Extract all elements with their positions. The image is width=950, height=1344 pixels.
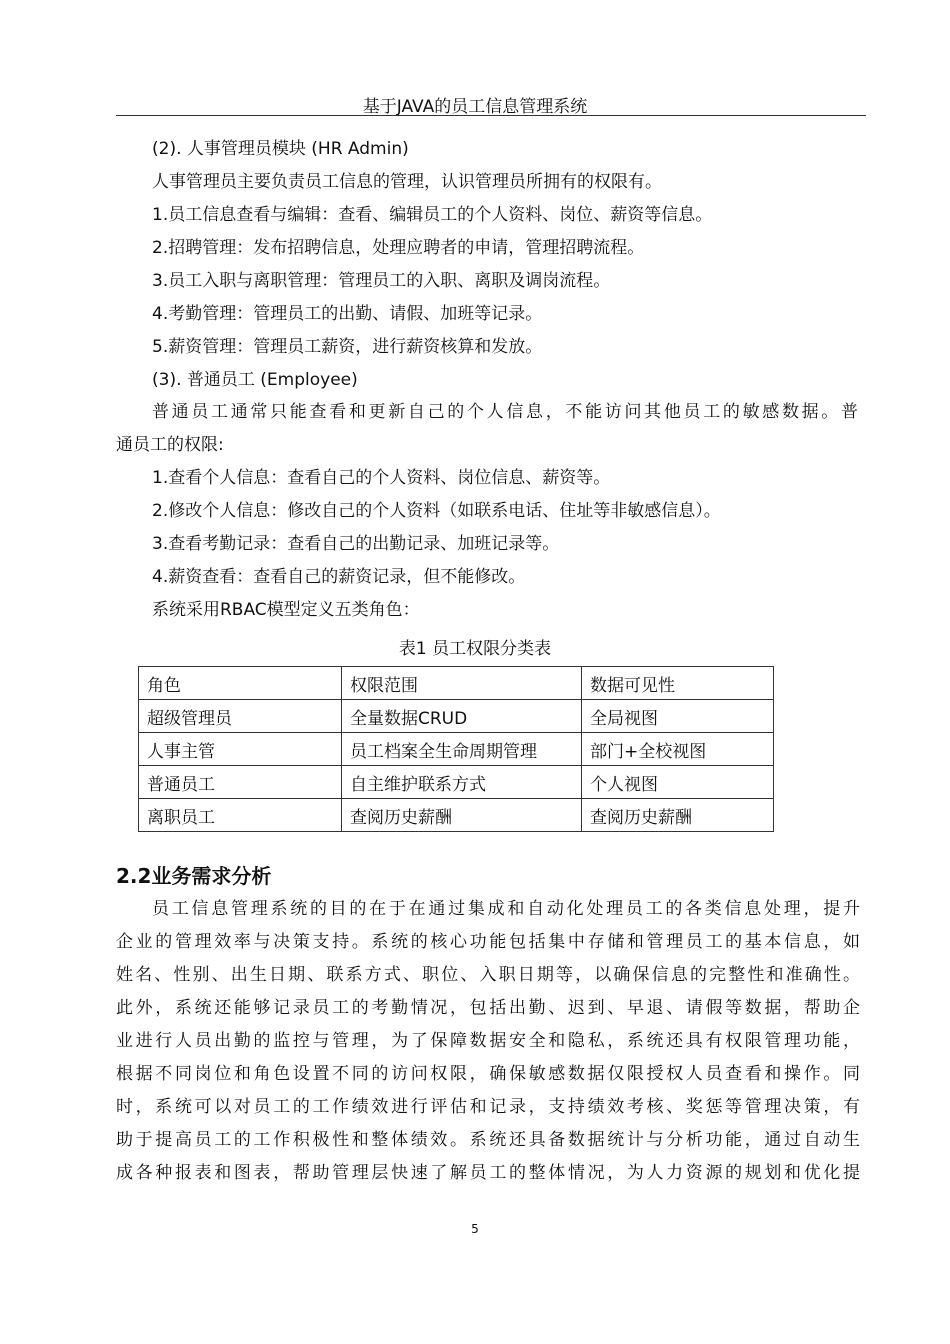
table-row — [139, 733, 774, 766]
paragraph-line: 助于提高员工的工作积极性和整体绩效。系统还具备数据统计与分析功能，通过自动生 — [116, 1130, 860, 1150]
permission-table — [138, 666, 774, 832]
paragraph: 人事管理员主要负责员工信息的管理，认识管理员所拥有的权限有。 — [152, 172, 662, 192]
table-cell: 普通员工 — [139, 766, 342, 799]
table-header-cell: 数据可见性 — [582, 667, 774, 700]
table-cell: 离职员工 — [139, 799, 342, 832]
list-item: 3.查看考勤记录：查看自己的出勤记录、加班记录等。 — [152, 534, 560, 554]
list-item: 5.薪资管理：管理员工薪资，进行薪资核算和发放。 — [152, 337, 543, 357]
paragraph-line: 姓名、性别、出生日期、联系方式、职位、入职日期等，以确保信息的完整性和准确性。 — [116, 965, 860, 985]
table-cell: 全量数据CRUD — [342, 700, 582, 733]
running-header: 基于JAVA的员工信息管理系统 — [362, 97, 588, 117]
list-item: 4.薪资查看：查看自己的薪资记录，但不能修改。 — [152, 567, 526, 587]
list-item: 1.查看个人信息：查看自己的个人资料、岗位信息、薪资等。 — [152, 468, 611, 488]
list-item: 3.员工入职与离职管理：管理员工的入职、离职及调岗流程。 — [152, 271, 611, 291]
paragraph-line: 员工信息管理系统的目的在于在通过集成和自动化处理员工的各类信息处理，提升 — [152, 899, 860, 919]
table-cell: 查阅历史薪酬 — [582, 799, 774, 832]
table-row — [139, 799, 774, 832]
table-row — [139, 700, 774, 733]
table-cell: 全局视图 — [582, 700, 774, 733]
paragraph-line: 成各种报表和图表，帮助管理层快速了解员工的整体情况，为人力资源的规划和优化提 — [116, 1163, 860, 1183]
table-header-row — [139, 667, 774, 700]
table-caption: 表1 员工权限分类表 — [398, 639, 552, 659]
table-cell: 员工档案全生命周期管理 — [342, 733, 582, 766]
paragraph: 通员工的权限: — [116, 435, 224, 455]
list-item: 2.修改个人信息：修改自己的个人资料（如联系电话、住址等非敏感信息）。 — [152, 501, 721, 521]
table-cell: 人事主管 — [139, 733, 342, 766]
list-item: 4.考勤管理：管理员工的出勤、请假、加班等记录。 — [152, 304, 543, 324]
paragraph-line: 此外，系统还能够记录员工的考勤情况，包括出勤、迟到、早退、请假等数据，帮助企 — [116, 998, 860, 1018]
paragraph: 普通员工通常只能查看和更新自己的个人信息，不能访问其他员工的敏感数据。普 — [152, 402, 858, 422]
table-cell: 查阅历史薪酬 — [342, 799, 582, 832]
paragraph-line: 业进行人员出勤的监控与管理，为了保障数据安全和隐私，系统还具有权限管理功能， — [116, 1031, 860, 1051]
table-cell: 部门+全校视图 — [582, 733, 774, 766]
list-item: 1.员工信息查看与编辑：查看、编辑员工的个人资料、岗位、薪资等信息。 — [152, 205, 713, 225]
section-heading: (2). 人事管理员模块 (HR Admin) — [152, 139, 409, 159]
paragraph: 系统采用RBAC模型定义五类角色： — [152, 600, 420, 620]
header-rule — [116, 115, 866, 116]
section-heading: (3). 普通员工 (Employee) — [152, 370, 358, 390]
page-number: 5 — [471, 1222, 479, 1236]
paragraph-line: 时，系统可以对员工的工作绩效进行评估和记录，支持绩效考核、奖惩等管理决策，有 — [116, 1097, 860, 1117]
table-row — [139, 766, 774, 799]
list-item: 2.招聘管理：发布招聘信息，处理应聘者的申请，管理招聘流程。 — [152, 238, 645, 258]
table-header-cell: 角色 — [139, 667, 342, 700]
table-cell: 超级管理员 — [139, 700, 342, 733]
paragraph-line: 根据不同岗位和角色设置不同的访问权限，确保敏感数据仅限授权人员查看和操作。同 — [116, 1064, 860, 1084]
section-title: 2.2业务需求分析 — [116, 864, 272, 888]
table-cell: 自主维护联系方式 — [342, 766, 582, 799]
table-cell: 个人视图 — [582, 766, 774, 799]
table-header-cell: 权限范围 — [342, 667, 582, 700]
paragraph-line: 企业的管理效率与决策支持。系统的核心功能包括集中存储和管理员工的基本信息，如 — [116, 932, 860, 952]
